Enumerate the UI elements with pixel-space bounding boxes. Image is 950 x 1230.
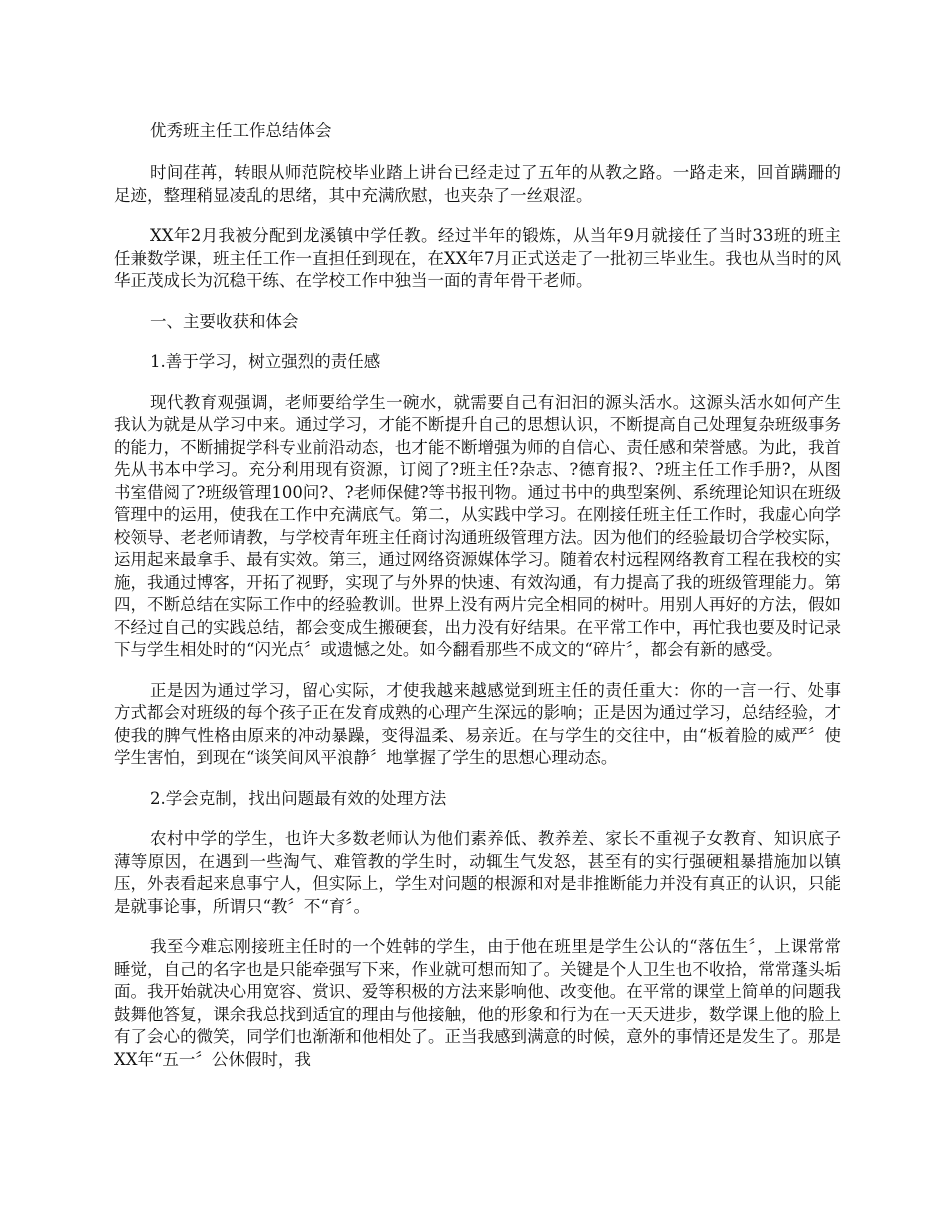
document-title: 优秀班主任工作总结体会	[150, 121, 332, 140]
paragraph-intro: 时间荏苒，转眼从师范院校毕业踏上讲台已经走过了五年的从教之路。一路走来，回首蹒跚的足迹，整理稍显凌乱的思绪，其中充满欣慰，也夹杂了一丝艰涩。	[114, 163, 841, 205]
paragraph-rural-students: 农村中学的学生，也许大多数老师认为他们素养低、教养差、家长不重视子女教育、知识底子薄等原因，在遇到一些淘气、难管教的学生时，动辄生气发怒，甚至有的实行强硬粗暴措施加以镇压，外表看起来息事宁人，但实际上，学生对问题的根源和对是非推断能力并没有真正的认识，只能是就事论事，所谓只“教〞不“育〞。	[114, 829, 841, 916]
section-heading-main-gains: 一、主要收获和体会	[150, 311, 299, 331]
subheading-learning: 1.善于学习，树立强烈的责任感	[150, 352, 381, 371]
paragraph-student-story: 我至今难忘刚接班主任时的一个姓韩的学生，由于他在班里是学生公认的“落伍生〞，上课常常睡觉，自己的名字也是只能牵强写下来，作业就可想而知了。关键是个人卫生也不收拾，常常蓬头垢面。我开始就决心用宽容、赏识、爱等积极的方法来影响他、改变他。在平常的课堂上简单的问题我鼓舞他答复，课余我总找到适宜的理由与他接触，他的形象和行为在一天天进步，数学课上他的脸上有了会心的微笑，同学们也渐渐和他相处了。正当我感到满意的时候，意外的事情还是发生了。那是XX年“五一〞公休假时，我	[114, 937, 841, 1069]
paragraph-responsibility: 正是因为通过学习，留心实际，才使我越来越感觉到班主任的责任重大：你的一言一行、处事方式都会对班级的每个孩子正在发育成熟的心理产生深远的影响；正是因为通过学习，总结经验，才使我的脾气性格由原来的冲动暴躁，变得温柔、易亲近。在与学生的交往中，由“板着脸的威严〞使学生害怕，到现在“谈笑间风平浪静〞地掌握了学生的思想心理动态。	[114, 680, 841, 767]
document-page	[114, 118, 841, 1089]
paragraph-learning: 现代教育观强调，老师要给学生一碗水，就需要自己有汩汩的源头活水。这源头活水如何产生我认为就是从学习中来。通过学习，才能不断提升自己的思想认识，不断提高自己处理复杂班级事务的能力，不断捕捉学科专业前沿动态，也才能不断增强为师的自信心、责任感和荣誉感。为此，我首先从书本中学习。充分利用现有资源，订阅了?班主任?杂志、?德育报?、?班主任工作手册?，从图书室借阅了?班级管理100问?、?老师保健?等书报刊物。通过书中的典型案例、系统理论知识在班级管理中的运用，使我在工作中充满底气。第二，从实践中学习。在刚接任班主任工作时，我虚心向学校领导、老老师请教，与学校青年班主任商讨沟通班级管理方法。因为他们的经验最切合学校实际，运用起来最拿手、最有实效。第三，通过网络资源媒体学习。随着农村远程网络教育工程在我校的实施，我通过博客，开拓了视野，实现了与外界的快速、有效沟通，有力提高了我的班级管理能力。第四，不断总结在实际工作中的经验教训。世界上没有两片完全相同的树叶。用别人再好的方法，假如不经过自己的实践总结，都会变成生搬硬套，出力没有好结果。在平常工作中，再忙我也要及时记录下与学生相处时的“闪光点〞或遗憾之处。如今翻看那些不成文的“碎片〞，都会有新的感受。	[114, 392, 841, 659]
subheading-restraint: 2.学会克制，找出问题最有效的处理方法	[150, 788, 447, 808]
paragraph-background: XX年2月我被分配到龙溪镇中学任教。经过半年的锻炼，从当年9月就接任了当时33班的班主任兼数学课，班主任工作一直担任到现在，在XX年7月正式送走了一批初三毕业生。我也从当时的风华正茂成长为沉稳干练、在学校工作中独当一面的青年骨干老师。	[114, 226, 841, 290]
